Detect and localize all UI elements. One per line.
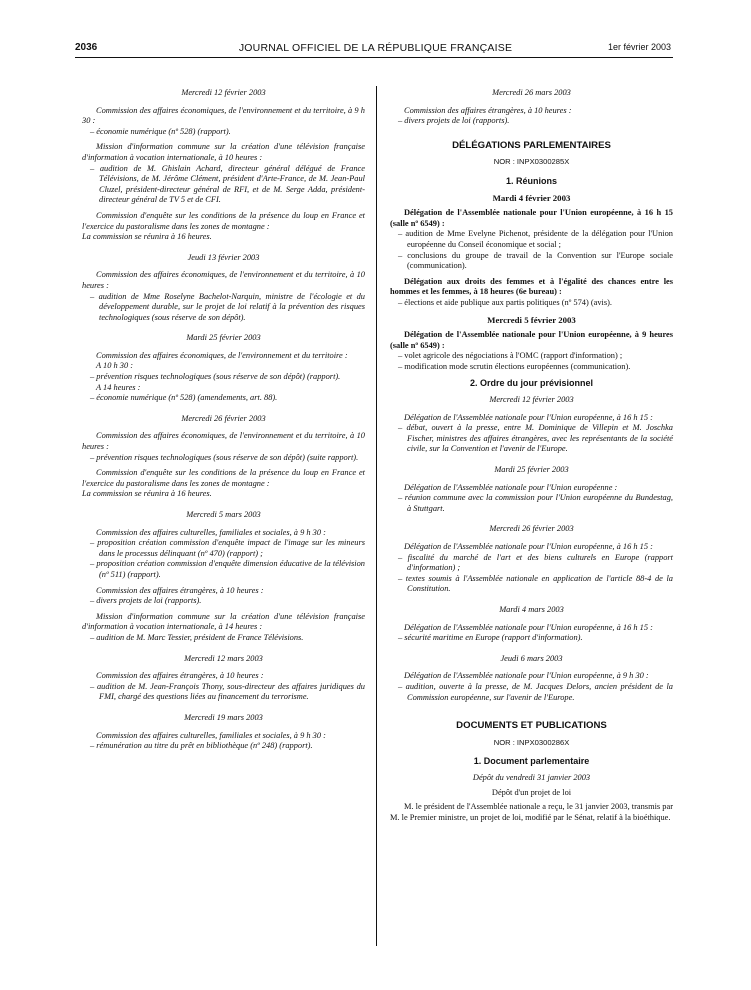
- agenda-intro: Commission des affaires culturelles, familiales et sociales, à 9 h 30 :: [96, 730, 326, 740]
- agenda-item: – économie numérique (nº 528) (amendements, art. 88).: [90, 393, 278, 403]
- header-rule: [75, 57, 673, 58]
- agenda-block: [82, 612, 365, 644]
- agenda-intro: Commission d'enquête sur les conditions de la présence du loup en France et l'exercice du pastoralisme dans les zones de montagne :: [82, 468, 365, 488]
- agenda-block: [390, 483, 673, 515]
- date-heading: Mercredi 26 février 2003: [181, 413, 266, 423]
- agenda-intro: Commission des affaires étrangères, à 10 heures :: [96, 585, 264, 595]
- agenda-intro: Mission d'information commune sur la création d'une télévision française d'information à vocation internationale, à 14 heures :: [82, 611, 365, 632]
- agenda-block: [390, 330, 673, 372]
- agenda-item: – conclusions du groupe de travail de la Convention sur l'Europe sociale (communication).: [398, 250, 673, 271]
- agenda-intro: Mission d'information commune sur la création d'une télévision française d'information à vocation internationale, à 10 heures :: [82, 142, 365, 162]
- agenda-block: [82, 586, 365, 607]
- agenda-block: [390, 413, 673, 455]
- date-heading: Mercredi 26 février 2003: [489, 524, 574, 534]
- agenda-item: – prévention risques technologiques (sous réserve de son dépôt) (rapport).: [90, 372, 341, 382]
- agenda-intro: Délégation de l'Assemblée nationale pour l'Union européenne, à 9 heures (salle nº 6549) :: [390, 330, 673, 350]
- agenda-item: – audition, ouverte à la presse, de M. Jacques Delors, ancien président de la Commission européenne, sur l'avenir de l'Europe.: [398, 681, 673, 702]
- agenda-block: [82, 468, 365, 500]
- subsection-title: 2. Ordre du jour prévisionnel: [469, 378, 594, 389]
- agenda-intro: Commission des affaires économiques, de l'environnement et du territoire, à 9 h 30 :: [82, 105, 365, 126]
- agenda-item: – économie numérique (nº 528) (rapport).: [90, 126, 231, 136]
- date-heading: Mercredi 26 mars 2003: [492, 88, 571, 97]
- agenda-intro: Délégation de l'Assemblée nationale pour l'Union européenne, à 16 h 15 :: [404, 542, 653, 551]
- agenda-item: – volet agricole des négociations à l'OMC (rapport d'information) ;: [398, 351, 623, 361]
- agenda-block: [82, 270, 365, 323]
- agenda-block: [82, 671, 365, 703]
- agenda-intro: Commission des affaires étrangères, à 10 heures :: [404, 105, 572, 115]
- agenda-block: [82, 106, 365, 138]
- agenda-item: – réunion commune avec la commission pour l'Union européenne du Bundestag, à Stuttgart.: [398, 493, 673, 513]
- agenda-block: [390, 208, 673, 272]
- agenda-item: – proposition création commission d'enquête impact de l'image sur les mineurs dans le processus délinquant (nº 470) (rapport) ;: [90, 538, 365, 558]
- column-divider: [376, 86, 377, 946]
- date-heading: Mercredi 12 février 2003: [489, 395, 574, 405]
- agenda-intro: Délégation de l'Assemblée nationale pour l'Union européenne, à 16 h 15 :: [404, 622, 653, 632]
- agenda-intro: Commission des affaires économiques, de l'environnement et du territoire, à 10 heures :: [82, 270, 365, 290]
- date-heading: Mercredi 5 mars 2003: [186, 510, 261, 519]
- section-title: DÉLÉGATIONS PARLEMENTAIRES: [452, 139, 611, 151]
- subsection-title: 1. Document parlementaire: [473, 756, 590, 767]
- agenda-time: A 14 heures :: [96, 382, 141, 392]
- issue-date: 1er février 2003: [607, 42, 671, 52]
- agenda-item: – sécurité maritime en Europe (rapport d'information).: [398, 633, 583, 643]
- agenda-item: – divers projets de loi (rapports).: [398, 116, 510, 126]
- agenda-item: – débat, ouvert à la presse, entre M. Dominique de Villepin et M. Joschka Fischer, ministres des affaires étrangères, avec les représentants de la société civile, sur la Convention et l'avenir de l'Europe.: [398, 423, 673, 454]
- date-heading: Mercredi 12 février 2003: [181, 88, 266, 97]
- deposit-text: M. le président de l'Assemblée nationale a reçu, le 31 janvier 2003, transmis par M. le Premier ministre, un projet de loi, modifié par le Sénat, relatif à la bioéthique.: [390, 802, 673, 822]
- date-heading: Jeudi 13 février 2003: [187, 252, 260, 262]
- agenda-item: – divers projets de loi (rapports).: [90, 596, 202, 606]
- agenda-block: [82, 211, 365, 243]
- subsection-title: 1. Réunions: [505, 175, 557, 186]
- agenda-intro: Délégation aux droits des femmes et à l'égalité des chances entre les hommes et les femmes, à 18 heures (6e bureau) :: [390, 276, 673, 297]
- agenda-item: – audition de M. Jean-François Thony, sous-directeur des affaires juridiques du FMI, chargé des questions liées au financement du terrorisme.: [90, 681, 365, 702]
- agenda-block: [82, 351, 365, 404]
- deposit-date: Dépôt du vendredi 31 janvier 2003: [472, 772, 591, 782]
- date-heading: Mardi 4 février 2003: [492, 192, 571, 203]
- agenda-item: – fiscalité du marché de l'art et des biens culturels en Europe (rapport d'information) ;: [398, 552, 673, 573]
- agenda-time: A 10 h 30 :: [96, 361, 134, 371]
- date-heading: Jeudi 6 mars 2003: [500, 653, 563, 663]
- agenda-item: – élections et aide publique aux partis politiques (nº 574) (avis).: [398, 297, 613, 307]
- agenda-block: [390, 106, 673, 127]
- date-heading: Mardi 4 mars 2003: [499, 604, 564, 614]
- agenda-block: [82, 431, 365, 463]
- right-column: [390, 88, 673, 823]
- agenda-intro: Commission d'enquête sur les conditions de la présence du loup en France et l'exercice du pastoralisme dans les zones de montagne :: [82, 210, 365, 231]
- section-title: DOCUMENTS ET PUBLICATIONS: [456, 720, 607, 732]
- left-column: [82, 88, 365, 757]
- agenda-item: – textes soumis à l'Assemblée nationale en application de l'article 88-4 de la Constitution.: [398, 573, 673, 594]
- agenda-item: – proposition création commission d'enquête dimension éducative de la télévision (nº 511) (rapport).: [90, 559, 365, 579]
- date-heading: Mercredi 5 février 2003: [487, 314, 576, 325]
- page-number: 2036: [75, 42, 98, 53]
- agenda-block: [390, 277, 673, 309]
- date-heading: Mardi 25 février 2003: [494, 465, 569, 475]
- agenda-block: [390, 542, 673, 595]
- date-heading: Mardi 25 février 2003: [186, 333, 261, 343]
- deposit-type: Dépôt d'un projet de loi: [491, 787, 572, 797]
- agenda-item: – audition de Mme Roselyne Bachelot-Narquin, ministre de l'écologie et du développement durable, sur le projet de loi relatif à la prévention des risques technologiques (sous réserve de son dépôt).: [90, 291, 365, 322]
- agenda-item: La commission se réunira à 16 heures.: [82, 489, 212, 499]
- agenda-intro: Délégation de l'Assemblée nationale pour l'Union européenne :: [404, 482, 618, 492]
- agenda-block: [390, 671, 673, 703]
- date-heading: Mercredi 19 mars 2003: [184, 712, 263, 722]
- agenda-item: La commission se réunira à 16 heures.: [82, 232, 212, 242]
- agenda-block: [82, 528, 365, 581]
- agenda-intro: Délégation de l'Assemblée nationale pour l'Union européenne, à 16 h 15 (salle nº 6549) :: [390, 208, 673, 228]
- agenda-intro: Commission des affaires économiques, de l'environnement et du territoire, à 10 heures :: [82, 431, 365, 452]
- date-heading: Mercredi 12 mars 2003: [184, 653, 263, 663]
- agenda-item: – audition de Mme Evelyne Pichenot, présidente de la délégation pour l'Union européenne du Conseil économique et social ;: [398, 229, 673, 249]
- agenda-item: – audition de M. Marc Tessier, président de France Télévisions.: [90, 632, 304, 642]
- page-header: [0, 40, 751, 56]
- agenda-block: [390, 623, 673, 644]
- nor-reference: NOR : INPX0300285X: [493, 157, 570, 167]
- agenda-item: – rémunération au titre du prêt en bibliothèque (nº 248) (rapport).: [90, 741, 313, 751]
- agenda-item: – audition de M. Ghislain Achard, directeur général délégué de France Télévisions, de M. Jérôme Clément, président d'Arte-France, de M. Jean-Paul Cluzel, président-directeur général de RFI, et de M. Serge Adda, président-directeur général de TV 5 et de CFI.: [90, 163, 365, 205]
- agenda-item: – prévention risques technologiques (sous réserve de son dépôt) (suite rapport).: [90, 452, 359, 462]
- journal-title: JOURNAL OFFICIEL DE LA RÉPUBLIQUE FRANÇAISE: [238, 42, 513, 54]
- agenda-item: – modification mode scrutin élections européennes (communication).: [398, 361, 631, 371]
- agenda-intro: Commission des affaires culturelles, familiales et sociales, à 9 h 30 :: [96, 527, 326, 537]
- agenda-block: [82, 142, 365, 206]
- agenda-block: [82, 731, 365, 752]
- nor-reference: NOR : INPX0300286X: [493, 737, 570, 747]
- agenda-intro: Commission des affaires étrangères, à 10 heures :: [96, 671, 264, 681]
- agenda-intro: Commission des affaires économiques, de l'environnement et du territoire :: [96, 350, 348, 360]
- agenda-intro: Délégation de l'Assemblée nationale pour l'Union européenne, à 9 h 30 :: [404, 671, 649, 681]
- agenda-intro: Délégation de l'Assemblée nationale pour l'Union européenne, à 16 h 15 :: [404, 412, 653, 422]
